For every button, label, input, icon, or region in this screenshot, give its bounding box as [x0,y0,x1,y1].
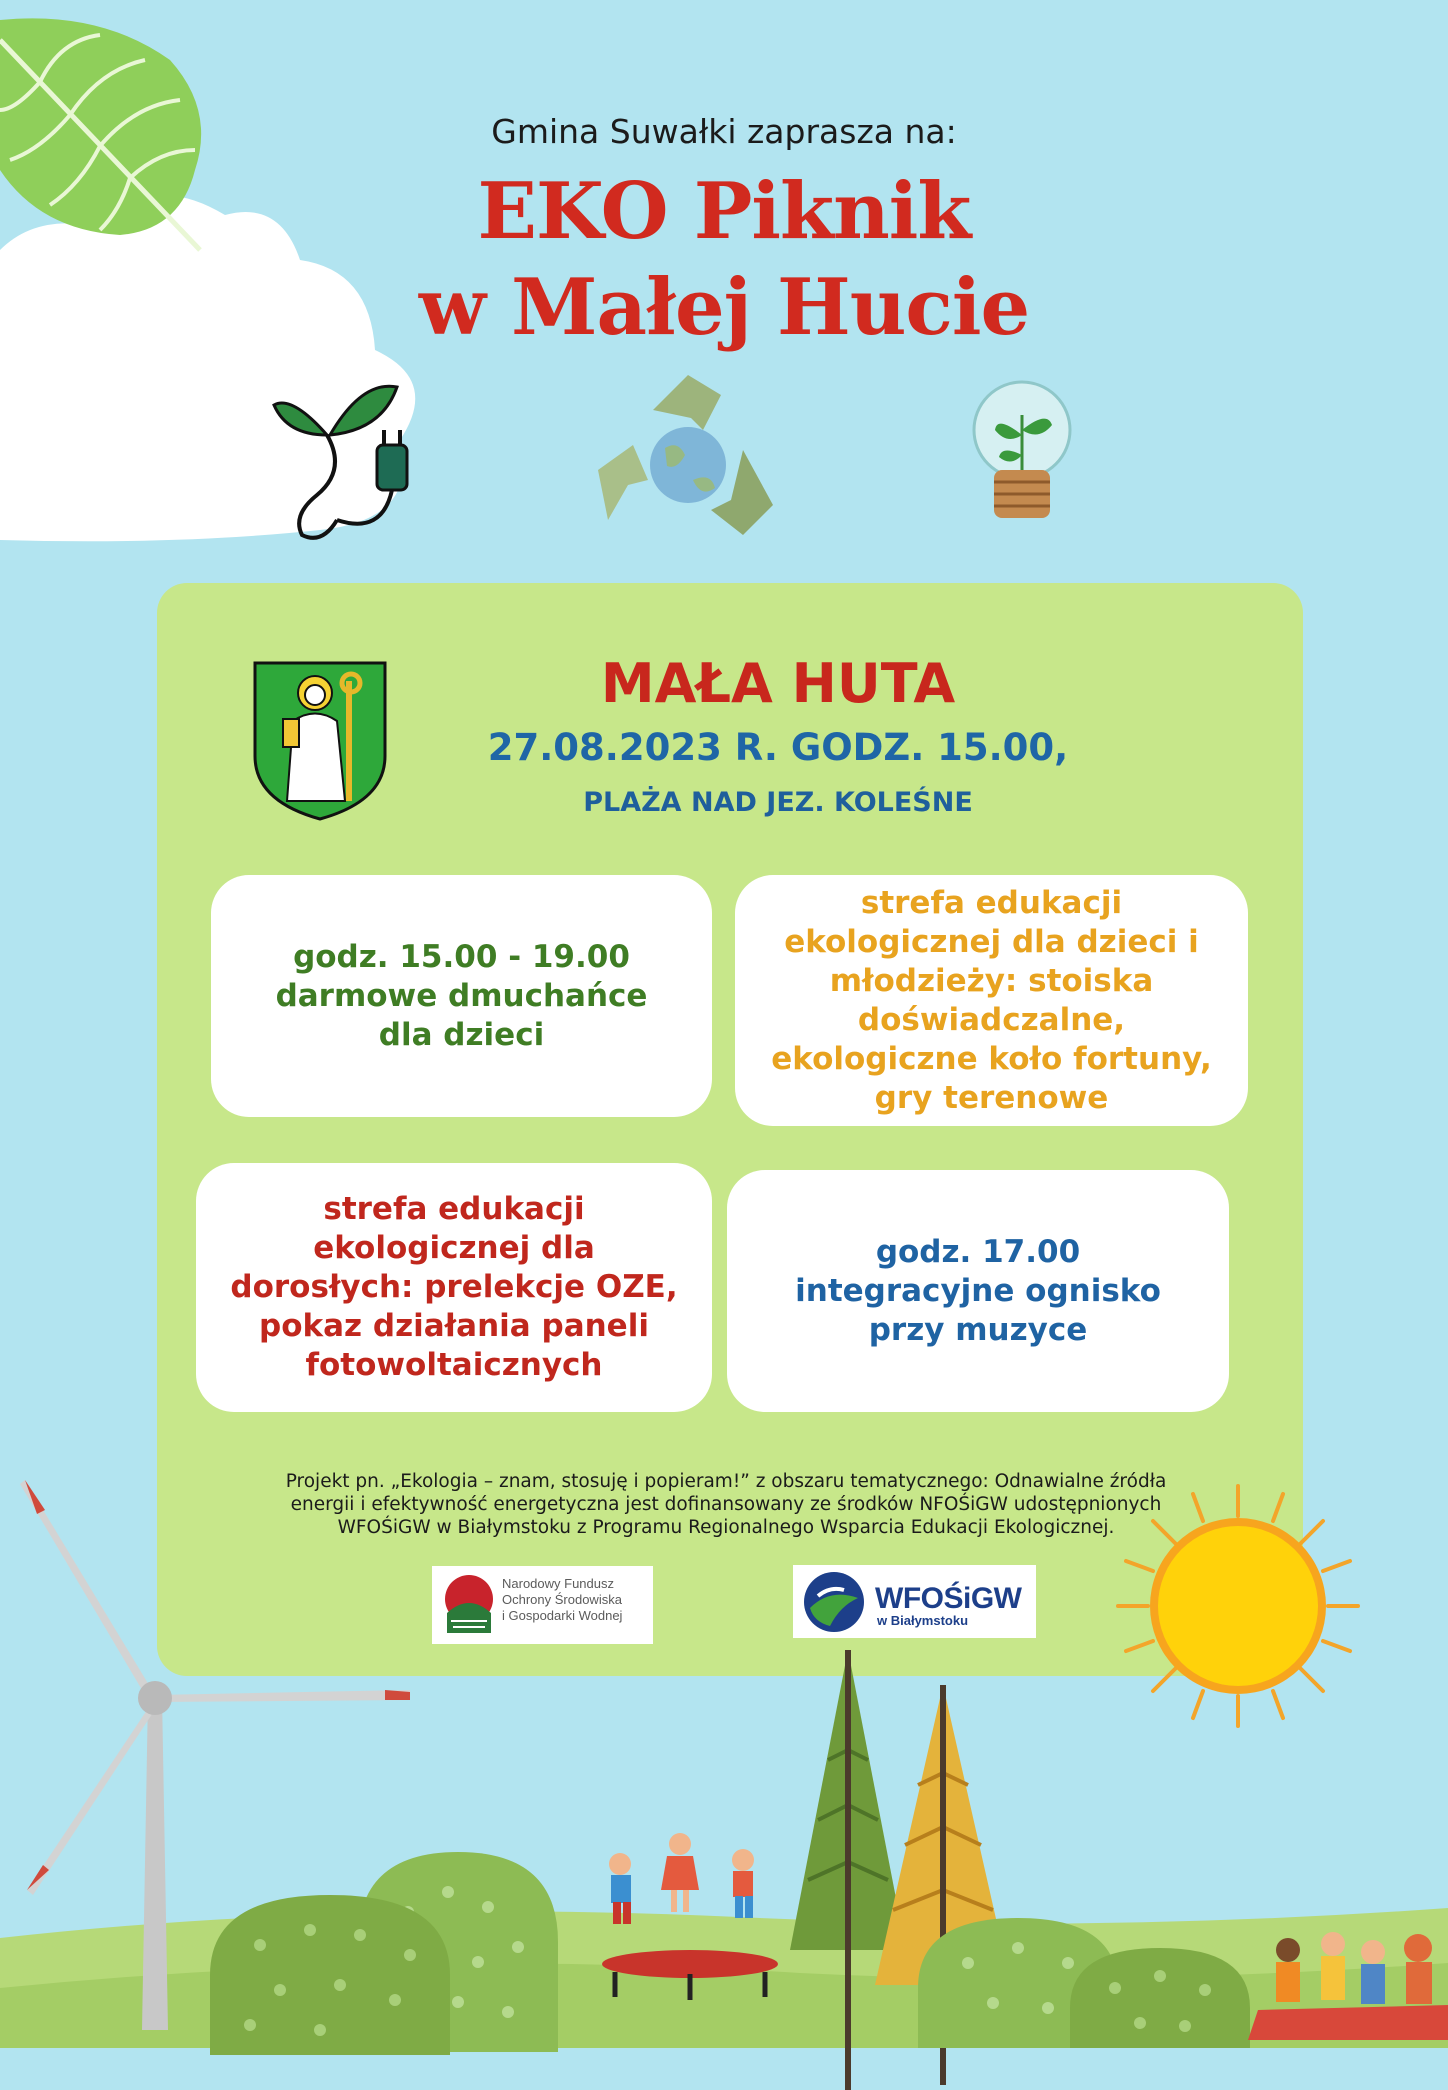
bush-icon [1070,1948,1250,2048]
event-title [0,164,1448,356]
picnic-people-icon [1248,1930,1448,2040]
event-title-line2: w Małej Hucie [418,262,1030,353]
recycle-globe-icon [593,370,783,545]
nfosigw-logo-line: Ochrony Środowiska [502,1592,622,1607]
sprout-plug-icon [272,375,412,545]
activity-text: godz. 17.00 integracyjne ognisko przy muzyce [795,1233,1161,1348]
bush-icon [210,1895,450,2055]
activity-card-kids-education [735,875,1248,1126]
activity-card-bonfire [727,1170,1229,1412]
wfosigw-emblem-icon [800,1568,870,1638]
coat-of-arms-icon [253,661,388,821]
activity-text: strefa edukacji ekologicznej dla dorosłych: prelekcje OZE, pokaz działania paneli fotowoltaicznych [230,1191,678,1383]
wfosigw-logo-name: WFOŚiGW [875,1582,1022,1615]
nfosigw-emblem-icon [439,1573,499,1635]
activity-card-adult-education [196,1163,712,1412]
bulb-plant-icon [967,375,1077,545]
funding-note-line: Projekt pn. „Ekologia – znam, stosuję i popieram!” z obszaru tematycznego: Odnawialne źródła [285,1471,1167,1492]
event-location: PLAŻA NAD JEZ. KOLEŚNE [583,787,973,818]
nfosigw-logo-text [502,1576,652,1624]
nfosigw-logo-line: i Gospodarki Wodnej [502,1608,623,1623]
activity-text: strefa edukacji ekologicznej dla dzieci i młodzieży: stoiska doświadczalne, ekologiczne koło fortuny, gry terenowe [771,884,1212,1116]
activity-card-inflatables [211,875,712,1117]
activity-text: godz. 15.00 - 19.00 darmowe dmuchańce dla dzieci [275,938,648,1053]
event-date-time: 27.08.2023 R. GODZ. 15.00, [487,726,1069,769]
funding-note-line: WFOŚiGW w Białymstoku z Programu Regionalnego Wsparcia Edukacji Ekologicznej. [337,1517,1115,1538]
event-title-line1: EKO Piknik [477,166,971,257]
wfosigw-logo-city: w Białymstoku [877,1613,969,1628]
event-place: MAŁA HUTA [600,652,956,715]
funding-note-line: energii i efektywność energetyczna jest dofinansowany ze środków NFOŚiGW udostępnionych [290,1494,1162,1515]
sun-icon [1108,1476,1368,1736]
children-trampoline-icon [575,1832,805,2002]
nfosigw-logo-line: Narodowy Fundusz [502,1576,614,1591]
header-subtitle: Gmina Suwałki zaprasza na: [491,112,957,151]
